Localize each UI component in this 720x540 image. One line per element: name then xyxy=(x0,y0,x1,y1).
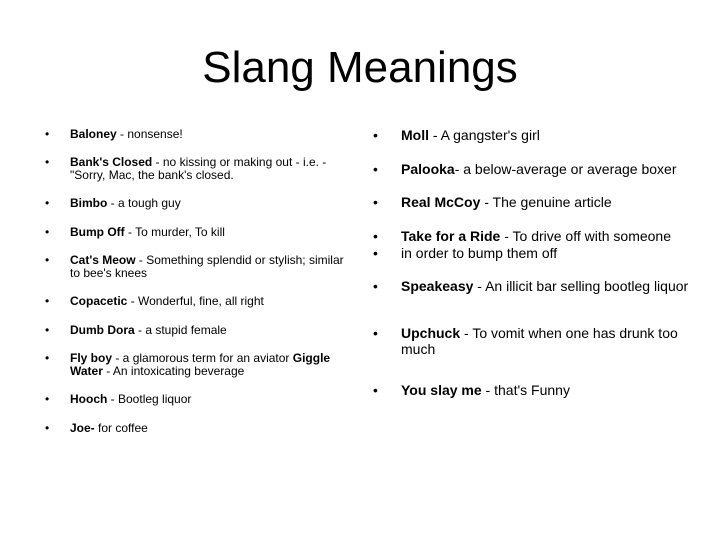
slide-title: Slang Meanings xyxy=(202,43,518,92)
slang-term: Moll xyxy=(401,127,429,143)
list-item xyxy=(45,155,355,182)
bullet: • xyxy=(373,382,378,398)
bullet: • xyxy=(373,161,378,177)
slang-term: Hooch xyxy=(70,392,108,406)
slang-definition: - a stupid female xyxy=(134,323,227,337)
bullet: • xyxy=(45,294,50,308)
slang-definition: - To drive off with someone xyxy=(500,228,672,244)
slang-term: Take for a Ride xyxy=(401,228,501,244)
list-item xyxy=(45,127,355,141)
bullet: • xyxy=(45,225,50,239)
list-item xyxy=(45,253,355,280)
slang-definition: - An intoxicating beverage xyxy=(102,364,245,378)
bullet: • xyxy=(45,253,50,267)
slang-definition: - a below-average or average boxer xyxy=(454,161,677,177)
list-item xyxy=(45,421,355,435)
slang-term: Bank's Closed xyxy=(70,155,153,169)
slang-term: Real McCoy xyxy=(401,194,481,210)
slang-term: Bump Off xyxy=(70,225,125,239)
bullet: • xyxy=(373,127,378,143)
slang-term: Fly boy xyxy=(70,351,113,365)
list-item xyxy=(373,382,691,398)
list-item xyxy=(45,225,355,239)
slang-term: Copacetic xyxy=(70,294,128,308)
list-item xyxy=(373,127,691,143)
bullet: • xyxy=(373,245,378,261)
bullet: • xyxy=(373,228,378,244)
slang-definition: - To murder, To kill xyxy=(124,225,225,239)
list-item xyxy=(45,196,355,210)
slang-term: Speakeasy xyxy=(401,278,474,294)
slang-term: You slay me xyxy=(401,382,482,398)
slang-definition: - that's Funny xyxy=(481,382,570,398)
slang-definition: - To vomit when one has drunk too much xyxy=(401,325,678,357)
slang-definition: - Something splendid or stylish; similar to bee's knees xyxy=(70,253,344,280)
slang-definition: - a glamorous term for an aviator xyxy=(112,351,293,365)
bullet: • xyxy=(45,127,50,141)
bullet: • xyxy=(45,392,50,406)
list-item xyxy=(45,323,355,337)
slang-term: Baloney xyxy=(70,127,117,141)
list-item xyxy=(373,194,691,210)
bullet: • xyxy=(373,278,378,294)
slang-definition: - The genuine article xyxy=(480,194,612,210)
slang-definition: - no kissing or making out - i.e. - "Sorry, Mac, the bank's closed. xyxy=(70,155,327,182)
slang-definition: - a tough guy xyxy=(107,196,181,210)
slang-definition: - nonsense! xyxy=(116,127,183,141)
slang-term: Joe- xyxy=(70,421,95,435)
bullet: • xyxy=(45,421,50,435)
bullet: • xyxy=(373,194,378,210)
bullet: • xyxy=(45,196,50,210)
list-item xyxy=(45,294,355,308)
slang-definition: in order to bump them off xyxy=(401,245,558,261)
slang-definition: for coffee xyxy=(94,421,148,435)
bullet: • xyxy=(45,155,50,169)
slang-definition: - Bootleg liquor xyxy=(107,392,192,406)
bullet: • xyxy=(45,351,50,365)
slang-term: Upchuck xyxy=(401,325,461,341)
list-item xyxy=(373,325,691,357)
bullet: • xyxy=(45,323,50,337)
list-item xyxy=(373,245,691,261)
slang-term: Dumb Dora xyxy=(70,323,135,337)
list-item xyxy=(373,228,691,244)
slang-definition: - A gangster's girl xyxy=(429,127,540,143)
slang-term: Cat's Meow xyxy=(70,253,136,267)
slang-term: Palooka xyxy=(401,161,455,177)
list-item xyxy=(45,392,355,406)
list-item xyxy=(373,161,691,177)
slang-term: Bimbo xyxy=(70,196,108,210)
slang-term: Giggle Water xyxy=(70,351,331,378)
bullet: • xyxy=(373,325,378,341)
list-item xyxy=(45,351,355,378)
slang-definition: - An illicit bar selling bootleg liquor xyxy=(473,278,689,294)
slang-definition: - Wonderful, fine, all right xyxy=(127,294,264,308)
list-item xyxy=(373,278,691,294)
